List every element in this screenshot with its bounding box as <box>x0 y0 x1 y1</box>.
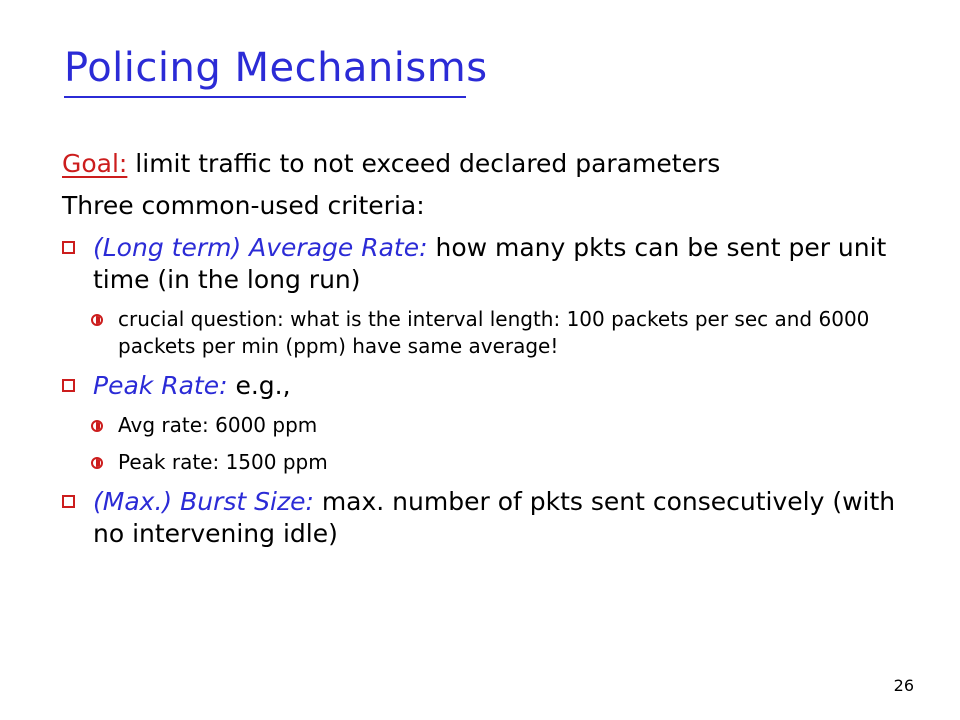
sub-bullet-peak-rate <box>62 449 922 476</box>
criterion-text: max. number of pkts sent consecutively (with no intervening idle) <box>93 487 896 548</box>
criteria-intro: Three common-used criteria: <box>62 191 425 220</box>
circle-bullet-icon <box>91 314 103 326</box>
criterion-burst-size <box>62 486 922 550</box>
goal-line <box>62 148 922 180</box>
page-number: 26 <box>893 676 914 695</box>
criterion-peak-rate <box>62 370 922 402</box>
sub-bullet-text: crucial question: what is the interval length: 100 packets per sec and 6000 packets per min (ppm) have same average! <box>118 307 870 358</box>
criterion-average-rate <box>62 232 922 296</box>
criterion-term: (Max.) Burst Size: <box>93 487 314 516</box>
criterion-term: (Long term) Average Rate: <box>93 233 428 262</box>
sub-bullet-crucial-question <box>62 306 922 360</box>
square-bullet-icon <box>62 495 75 508</box>
sub-bullet-text: Avg rate: 6000 ppm <box>118 413 318 437</box>
slide-content <box>62 148 922 560</box>
circle-bullet-icon <box>91 457 103 469</box>
criterion-text: e.g., <box>227 371 291 400</box>
criterion-term: Peak Rate: <box>93 371 228 400</box>
goal-text: limit traffic to not exceed declared parameters <box>127 149 721 178</box>
goal-label: Goal: <box>62 149 128 178</box>
slide-title: Policing Mechanisms <box>64 45 488 91</box>
square-bullet-icon <box>62 241 75 254</box>
sub-bullet-text: Peak rate: 1500 ppm <box>118 450 328 474</box>
criterion-text: how many pkts can be sent per unit time (in the long run) <box>93 233 887 294</box>
sub-bullet-avg-rate <box>62 412 922 439</box>
square-bullet-icon <box>62 379 75 392</box>
circle-bullet-icon <box>91 420 103 432</box>
title-underline <box>64 96 466 98</box>
